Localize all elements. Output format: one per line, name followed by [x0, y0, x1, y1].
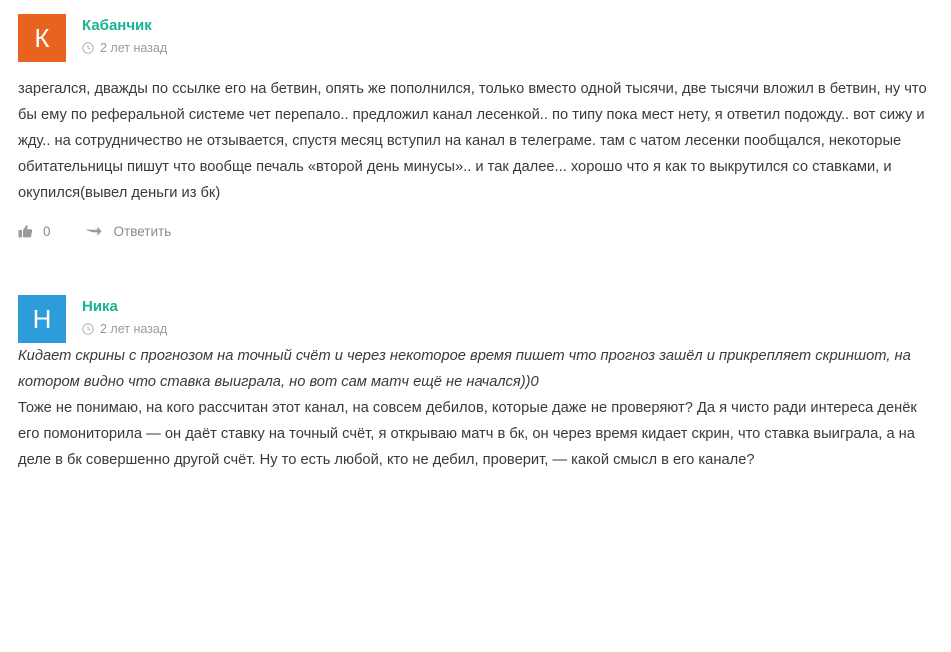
comment-separator [18, 257, 933, 295]
avatar: Н [18, 295, 66, 343]
comment-timestamp: 2 лет назад [100, 322, 168, 336]
like-button[interactable] [18, 224, 51, 239]
comment-author-block [82, 295, 167, 336]
comment-body: зарегался, дважды по ссылке его на бетвин, опять же пополнился, только вместо одной тысячи, две тысячи вложил в бетвин, ну что бы ему по реферальной системе чет перепало.. предложил канал лесенкой.. по типу пока мест нету, я ответил подожду.. вот сижу и жду.. на сотрудничество не отзывается, спустя месяц вступил на канал в телеграме. там с чатом лесенки пообщался, некоторые обитательницы пишут что вообще печаль «второй день минусы».. и так далее... хорошо что я как то выкрутился со ставками, и окупился(вывел деньги из бк) [18, 81, 927, 201]
clock-icon [82, 42, 94, 54]
comment-author-block [82, 14, 167, 55]
comment-meta [82, 41, 167, 55]
comment-author-name[interactable]: Ника [82, 298, 118, 315]
comment-header [18, 14, 933, 62]
reply-label: Ответить [113, 224, 172, 239]
comment-actions [18, 224, 933, 239]
clock-icon [82, 323, 94, 335]
comment-header [18, 295, 933, 343]
comment-author-name[interactable]: Кабанчик [82, 17, 152, 34]
comment-timestamp: 2 лет назад [100, 41, 168, 55]
avatar: К [18, 14, 66, 62]
comment-item [18, 295, 933, 473]
comment-body: Тоже не понимаю, на кого рассчитан этот канал, на совсем дебилов, которые даже не проверяют? Да я чисто ради интереса денёк его помониторила — он даёт ставку на точный счёт, я открываю матч в бк, он через время кидает скрин, что ставка выиграла, а на деле в бк совершенно другой счёт. Ну то есть любой, кто не дебил, проверит, — какой смысл в его канале? [18, 400, 917, 468]
like-count: 0 [43, 224, 51, 239]
comment-item [18, 14, 933, 239]
comment-meta [82, 322, 167, 336]
thumb-up-icon [18, 224, 33, 239]
comment-body-quote: Кидает скрины с прогнозом на точный счёт и через некоторое время пишет что прогноз зашёл и прикрепляет скриншот, на котором видно что ставка выиграла, но вот сам матч ещё не начался))0 [18, 348, 911, 390]
reply-arrow-icon [85, 225, 102, 238]
reply-button[interactable] [85, 224, 172, 239]
